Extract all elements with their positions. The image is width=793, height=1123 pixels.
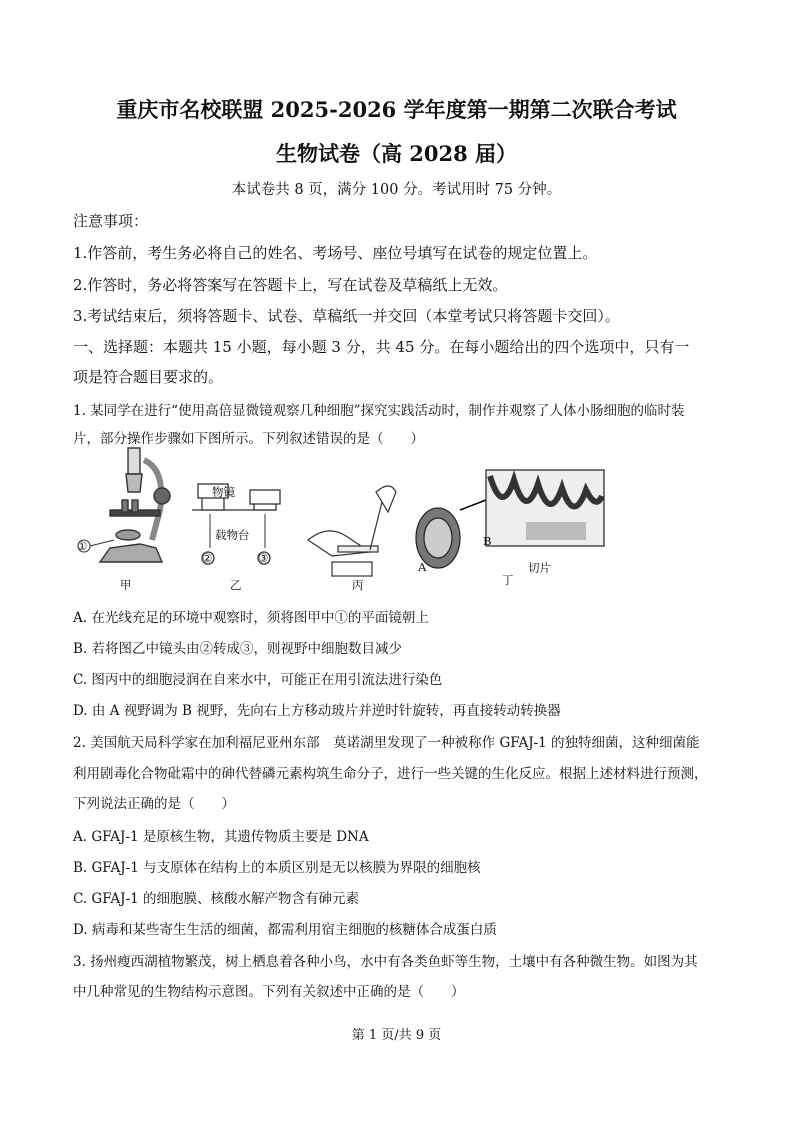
- question-2-option-c: C. GFAJ-1 的细胞膜、核酸水解产物含有砷元素: [73, 891, 360, 907]
- figure-label-A: A: [418, 560, 427, 574]
- figure-mark-2: ②: [202, 551, 213, 565]
- figure-caption-ding: 丁: [502, 573, 514, 587]
- section-instructions: 一、选择题：本题共 15 小题，每小题 3 分，共 45 分。在每小题给出的四个选项中，只有一: [73, 338, 690, 356]
- figure-mark-1: ①: [77, 539, 88, 553]
- question-2-stem: 下列说法正确的是（ ）: [73, 796, 235, 812]
- notice-heading: 注意事项：: [73, 212, 149, 230]
- figure-mark-3: ③: [258, 551, 269, 565]
- staining-illustration: [308, 486, 396, 576]
- figure-label-B: B: [483, 534, 492, 548]
- figure-label-objective: 物镜: [212, 485, 235, 499]
- notice-item: 2.作答时，务必将答案写在答题卡上，写在试卷及草稿纸上无效。: [73, 276, 508, 294]
- figure-caption-bing: 丙: [352, 578, 364, 592]
- question-1-stem: 片，部分操作步骤如下图所示。下列叙述错误的是（ ）: [73, 431, 424, 447]
- notice-item: 3.考试结束后，须将答题卡、试卷、草稿纸一并交回（本堂考试只将答题卡交回）。: [73, 307, 620, 325]
- page-footer: 第 1 页/共 9 页: [351, 1028, 442, 1043]
- question-2-stem: 利用剧毒化合物砒霜中的砷代替磷元素构筑生命分子，进行一些关键的生化反应。根据上述材料进行预测，: [73, 766, 708, 782]
- question-3-stem: 中几种常见的生物结构示意图。下列有关叙述中正确的是（ ）: [73, 984, 465, 1000]
- section-instructions: 项是符合题目要求的。: [73, 368, 224, 386]
- exam-info: 本试卷共 8 页，满分 100 分。考试用时 75 分钟。: [231, 182, 562, 198]
- question-2-option-a: A. GFAJ-1 是原核生物，其遗传物质主要是 DNA: [73, 829, 369, 845]
- question-1-stem: 1. 某同学在进行“使用高倍显微镜观察几种细胞”探究实践活动时，制作并观察了人体小肠细胞的临时装: [73, 403, 685, 419]
- figure-label-stage: 载物台: [215, 528, 250, 542]
- exam-title: 重庆市名校联盟 2025-2026 学年度第一期第二次联合考试: [116, 97, 677, 122]
- question-3-stem: 3. 扬州瘦西湖植物繁茂，树上栖息着各种小鸟，水中有各类鱼虾等生物，土壤中有各种微生物。如图为其: [73, 954, 698, 970]
- figure-caption-yi: 乙: [230, 578, 242, 592]
- question-2-option-b: B. GFAJ-1 与支原体在结构上的本质区别是无以核膜为界限的细胞核: [73, 860, 481, 876]
- tissue-illustration: [416, 470, 604, 568]
- question-2-option-d: D. 病毒和某些寄生生活的细菌，都需利用宿主细胞的核糖体合成蛋白质: [73, 922, 497, 938]
- question-1-option-b: B. 若将图乙中镜头由②转成③，则视野中细胞数目减少: [73, 641, 403, 657]
- figure-caption-jia: 甲: [120, 578, 132, 592]
- question-1-option-d: D. 由 A 视野调为 B 视野，先向右上方移动玻片并逆时针旋转，再直接转动转换器: [73, 703, 561, 719]
- question-1-option-a: A. 在光线充足的环境中观察时，须将图甲中①的平面镜朝上: [73, 610, 429, 626]
- figure-label-slice: 切片: [528, 561, 551, 575]
- microscope-illustration: [78, 448, 170, 562]
- notice-item: 1.作答前，考生务必将自己的姓名、考场号、座位号填写在试卷的规定位置上。: [73, 244, 598, 262]
- question-1-option-c: C. 图丙中的细胞浸润在自来水中，可能正在用引流法进行染色: [73, 672, 443, 688]
- exam-subtitle: 生物试卷（高 2028 届）: [275, 141, 518, 166]
- question-1-figure: [70, 440, 610, 590]
- question-2-stem: 2. 美国航天局科学家在加利福尼亚州东部 莫诺湖里发现了一种被称作 GFAJ-1 的独特细菌，这种细菌能: [73, 735, 700, 751]
